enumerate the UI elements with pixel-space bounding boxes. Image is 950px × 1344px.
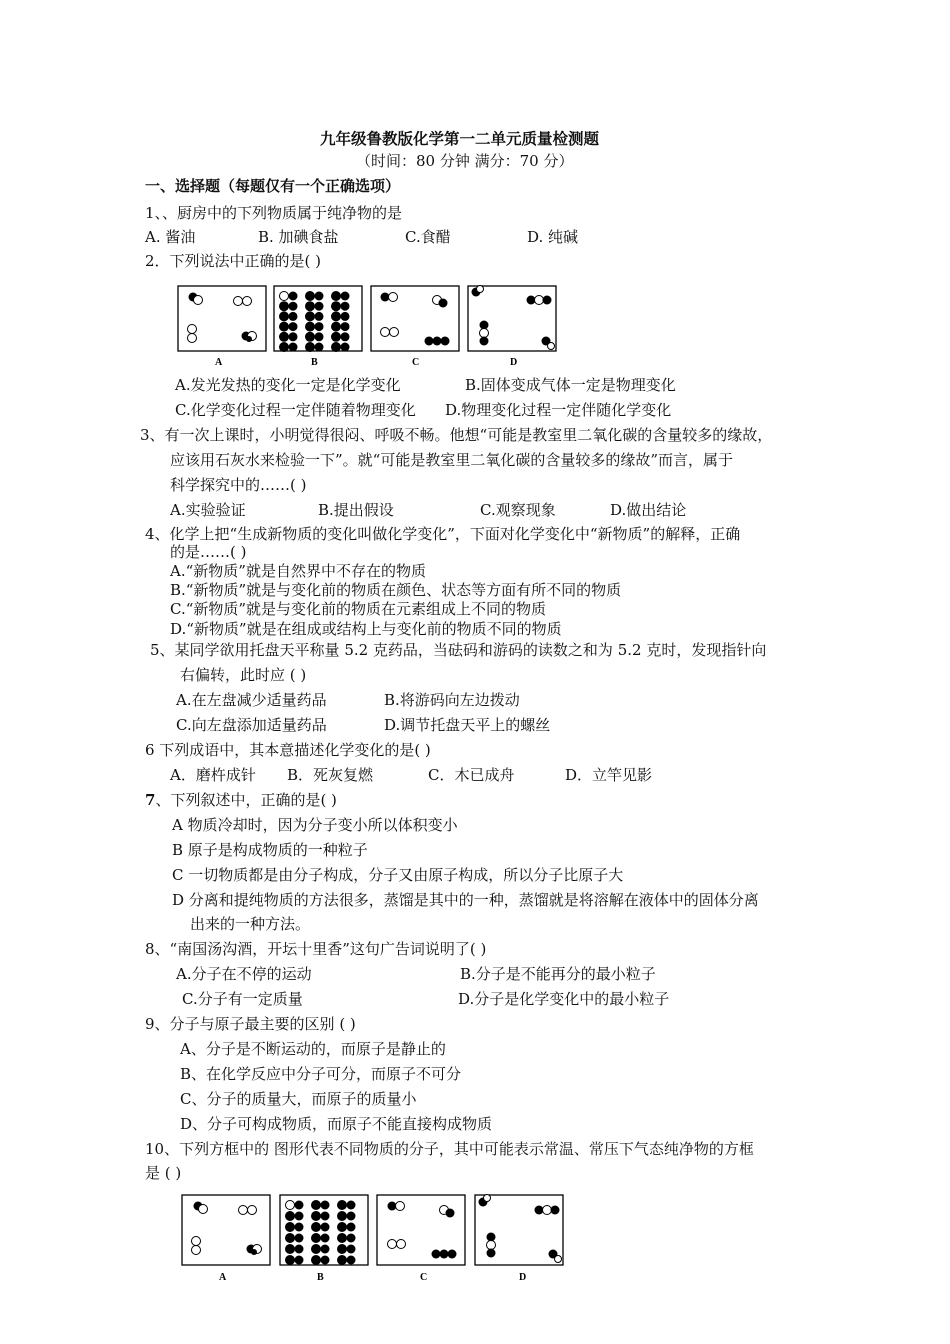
q4-line1: 4、化学上把“生成新物质的变化叫做化学变化”，下面对化学变化中“新物质”的解释，正确	[145, 525, 741, 543]
atom	[280, 292, 289, 301]
molecule-figure-2	[179, 1192, 574, 1286]
q7-option-d-line2: 出来的一种方法。	[190, 915, 311, 933]
fig1-label-c: C	[412, 357, 420, 368]
q4-option-a: A.“新物质”就是自然界中不存在的物质	[170, 562, 426, 580]
q6-option-a: A．磨杵成针	[170, 766, 256, 784]
q1-option-b: B. 加碘食盐	[258, 228, 339, 246]
atom	[341, 312, 350, 321]
q9-stem: 9、分子与原子最主要的区别 ( )	[145, 1015, 356, 1033]
box-d-molecules	[468, 286, 556, 352]
atom	[315, 322, 324, 331]
q7-option-b: B 原子是构成物质的一种粒子	[172, 841, 368, 859]
atom	[332, 302, 341, 311]
box-d-molecules	[475, 1195, 563, 1266]
q5-option-c: C.向左盘添加适量药品	[176, 716, 327, 734]
q9-option-b: B、在化学反应中分子可分，而原子不可分	[180, 1065, 462, 1083]
q4-line2: 的是……( )	[170, 543, 247, 561]
q10-line1: 10、下列方框中的 图形代表不同物质的分子，其中可能表示常温、常压下气态纯净物的方框	[145, 1140, 754, 1158]
atom	[315, 302, 324, 311]
q8-option-a: A.分子在不停的运动	[176, 965, 312, 983]
atom	[289, 302, 298, 311]
atom	[341, 322, 350, 331]
atom	[321, 1245, 330, 1254]
atom	[280, 322, 289, 331]
q2-stem: 2．下列说法中正确的是( )	[145, 252, 322, 270]
atom	[347, 1212, 356, 1221]
q3-option-a: A.实验验证	[170, 501, 246, 519]
q9-option-d: D、分子可构成物质，而原子不能直接构成物质	[180, 1115, 493, 1133]
atom	[280, 343, 289, 352]
atom	[332, 312, 341, 321]
q4-option-d: D.“新物质”就是在组成或结构上与变化前的物质不同的物质	[170, 620, 562, 638]
fig1-label-a: A	[215, 357, 223, 368]
atom	[338, 1223, 347, 1232]
q3-option-d: D.做出结论	[610, 501, 687, 519]
q3-line2: 应该用石灰水来检验一下”。就“可能是教室里二氧化碳的含量较多的缘故”而言，属于	[170, 451, 734, 469]
q5-option-d: D.调节托盘天平上的螺丝	[384, 716, 551, 734]
atom	[306, 322, 315, 331]
atom	[312, 1245, 321, 1254]
atom	[295, 1223, 304, 1232]
atom	[338, 1234, 347, 1243]
atom	[280, 332, 289, 341]
atom	[286, 1245, 295, 1254]
fig2-label-b: B	[317, 1272, 324, 1283]
q7-stem-text: 、下列叙述中，正确的是( )	[155, 791, 337, 809]
q5-line2: 右偏转，此时应 ( )	[180, 666, 307, 684]
atom	[321, 1256, 330, 1265]
q4-option-c: C.“新物质”就是与变化前的物质在元素组成上不同的物质	[170, 600, 547, 618]
q7-option-c: C 一切物质都是由分子构成，分子又由原子构成，所以分子比原子大	[172, 866, 624, 884]
atom	[280, 312, 289, 321]
molecule-figure-1	[175, 283, 565, 373]
atom	[289, 292, 298, 301]
q1-option-c: C.食醋	[405, 228, 451, 246]
box-c-molecules	[377, 1195, 465, 1265]
atom	[286, 1201, 295, 1210]
q7-option-d-line1: D 分离和提纯物质的方法很多，蒸馏是其中的一种，蒸馏就是将溶解在液体中的固体分离	[172, 891, 759, 909]
atom	[312, 1223, 321, 1232]
q3-option-c: C.观察现象	[480, 501, 556, 519]
q4-option-b: B.“新物质”就是与变化前的物质在颜色、状态等方面有所不同的物质	[170, 581, 622, 599]
exam-info: （时间：80 分钟 满分：70 分）	[356, 152, 574, 170]
section-heading: 一、选择题（每题仅有一个正确选项）	[145, 177, 401, 195]
q9-option-c: C、分子的质量大，而原子的质量小	[180, 1090, 417, 1108]
q8-stem: 8、“南国汤沟酒，开坛十里香”这句广告词说明了( )	[145, 940, 487, 958]
atom	[332, 332, 341, 341]
q2-option-a: A.发光发热的变化一定是化学变化	[175, 376, 401, 394]
q3-line1: 3、有一次上课时，小明觉得很闷、呼吸不畅。他想“可能是教室里二氧化碳的含量较多的缘故，	[140, 426, 773, 444]
box-c-molecules	[371, 286, 459, 351]
atom	[286, 1234, 295, 1243]
q2-option-d: D.物理变化过程一定伴随化学变化	[445, 401, 672, 419]
fig2-label-c: C	[420, 1272, 428, 1283]
atom	[312, 1201, 321, 1210]
q5-line1: 5、某同学欲用托盘天平称量 5.2 克药品，当砝码和游码的读数之和为 5.2 克时，发现指针向	[150, 641, 767, 659]
atom	[347, 1234, 356, 1243]
atom	[306, 312, 315, 321]
atom	[295, 1256, 304, 1265]
atom	[306, 302, 315, 311]
q9-option-a: A、分子是不断运动的，而原子是静止的	[180, 1040, 446, 1058]
atom	[306, 332, 315, 341]
atom	[321, 1201, 330, 1210]
q7-option-a: A 物质冷却时，因为分子变小所以体积变小	[172, 816, 458, 834]
q6-option-b: B．死灰复燃	[287, 766, 374, 784]
atom	[280, 302, 289, 311]
q6-option-d: D．立竿见影	[565, 766, 653, 784]
box-b-molecules	[280, 1195, 368, 1265]
atom	[315, 312, 324, 321]
q1-option-a: A. 酱油	[145, 228, 196, 246]
atom	[338, 1245, 347, 1254]
atom	[295, 1245, 304, 1254]
atom	[306, 292, 315, 301]
atom	[312, 1212, 321, 1221]
atom	[295, 1234, 304, 1243]
atom	[286, 1223, 295, 1232]
atom	[341, 302, 350, 311]
atom	[321, 1223, 330, 1232]
atom	[321, 1234, 330, 1243]
box-a-molecules	[182, 1195, 270, 1265]
q3-line3: 科学探究中的……( )	[170, 476, 307, 494]
atom	[306, 343, 315, 352]
q6-stem: 6 下列成语中，其本意描述化学变化的是( )	[145, 741, 431, 759]
atom	[332, 343, 341, 352]
q10-line2: 是 ( )	[145, 1164, 182, 1182]
atom	[286, 1212, 295, 1221]
atom	[341, 343, 350, 352]
atom	[341, 332, 350, 341]
q8-option-d: D.分子是化学变化中的最小粒子	[458, 990, 670, 1008]
q1-option-d: D. 纯碱	[527, 228, 579, 246]
atom	[315, 292, 324, 301]
atom	[332, 292, 341, 301]
q2-option-b: B.固体变成气体一定是物理变化	[465, 376, 676, 394]
q7-number: 7	[145, 791, 156, 809]
atom	[338, 1256, 347, 1265]
atom	[338, 1212, 347, 1221]
q3-option-b: B.提出假设	[318, 501, 394, 519]
q8-option-b: B.分子是不能再分的最小粒子	[460, 965, 656, 983]
atom	[341, 292, 350, 301]
atom	[315, 343, 324, 352]
atom	[338, 1201, 347, 1210]
q5-option-a: A.在左盘减少适量药品	[176, 691, 327, 709]
atom	[289, 332, 298, 341]
atom	[347, 1223, 356, 1232]
fig2-label-a: A	[219, 1272, 227, 1283]
fig1-label-d: D	[510, 357, 518, 368]
q5-option-b: B.将游码向左边拨动	[384, 691, 520, 709]
atom	[289, 322, 298, 331]
box-b-molecules	[274, 286, 362, 352]
q6-option-c: C．木已成舟	[428, 766, 515, 784]
fig2-label-d: D	[519, 1272, 527, 1283]
atom	[347, 1201, 356, 1210]
q7-stem	[145, 790, 337, 810]
atom	[347, 1256, 356, 1265]
atom	[332, 322, 341, 331]
atom	[286, 1256, 295, 1265]
fig1-label-b: B	[311, 357, 318, 368]
atom	[312, 1256, 321, 1265]
atom	[289, 312, 298, 321]
page-title: 九年级鲁教版化学第一二单元质量检测题	[320, 129, 600, 148]
box-a-molecules	[178, 286, 266, 351]
q1-stem: 1、、厨房中的下列物质属于纯净物的是	[145, 204, 403, 222]
atom	[295, 1212, 304, 1221]
atom	[315, 332, 324, 341]
atom	[295, 1201, 304, 1210]
atom	[312, 1234, 321, 1243]
q8-option-c: C.分子有一定质量	[182, 990, 303, 1008]
q2-option-c: C.化学变化过程一定伴随着物理变化	[175, 401, 416, 419]
atom	[289, 343, 298, 352]
atom	[347, 1245, 356, 1254]
atom	[321, 1212, 330, 1221]
